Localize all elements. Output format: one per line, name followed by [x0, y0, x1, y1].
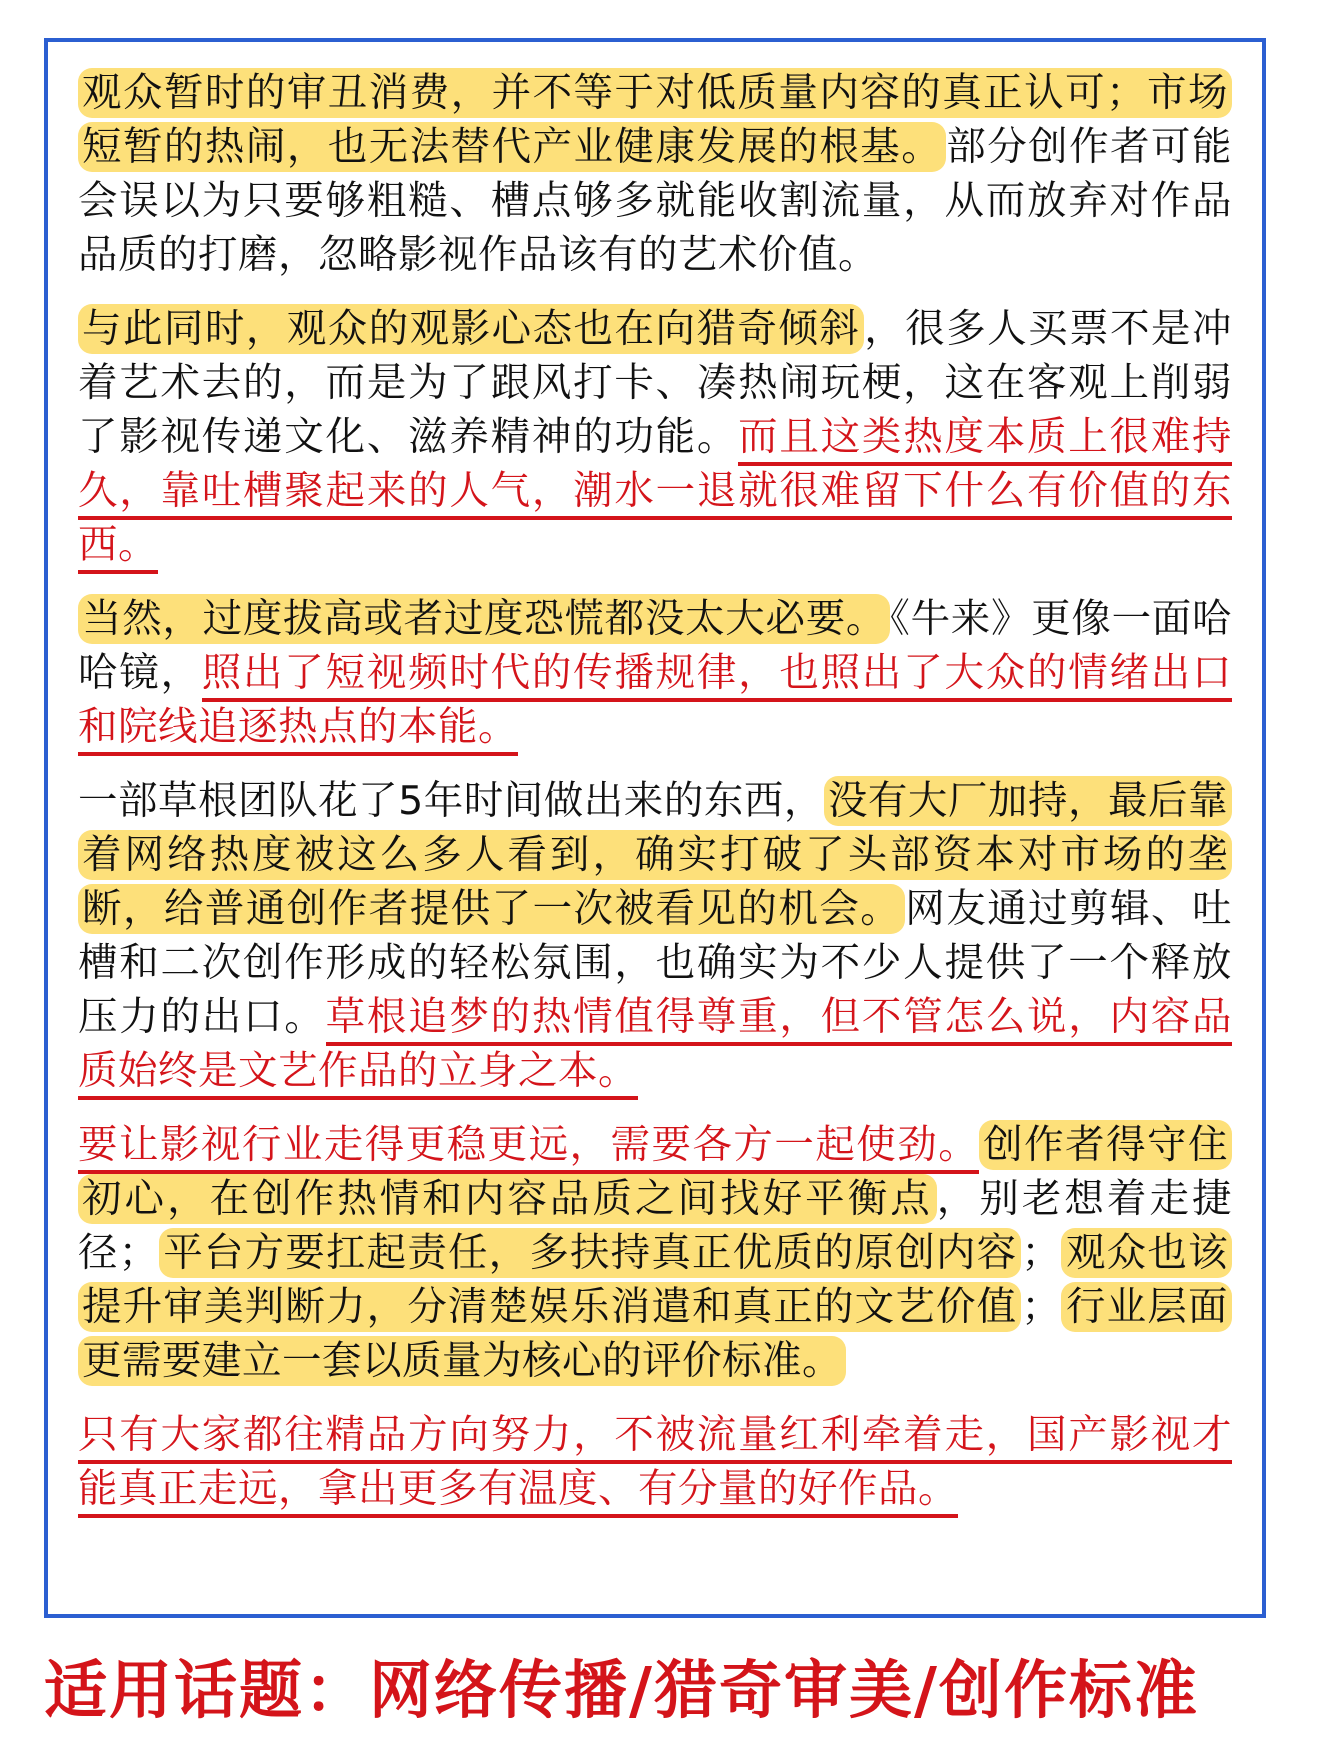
- red-underlined-text: 而且这类热度本质上很难持久，靠吐槽聚起来的人气，潮水一退就很难留下什么有价值的东西。: [78, 414, 1232, 574]
- body-text: ；: [1021, 1230, 1062, 1276]
- article-frame: [44, 38, 1266, 1618]
- highlighted-text: 没有大厂加持，最后靠着网络热度被这么多人看到，确实打破了头部资本对市场的垄断，给普通创作者提供了一次被看见的机会。: [78, 776, 1232, 934]
- body-text: 《牛来》更像一面哈哈镜，: [78, 596, 1233, 696]
- red-underlined-text: 要让影视行业走得更稳更远，需要各方一起使劲。: [78, 1122, 979, 1174]
- highlighted-text: 当然，过度拔高或者过度恐慌都没太大必要。: [78, 594, 890, 644]
- topic-label: 适用话题：网络传播/猎奇审美/创作标准: [44, 1654, 1200, 1727]
- paragraph-1: [78, 66, 1232, 282]
- paragraph-2: [78, 302, 1232, 572]
- highlighted-text: 观众也该提升审美判断力，分清楚娱乐消遣和真正的文艺价值: [78, 1228, 1232, 1332]
- paragraph-4: [78, 774, 1232, 1098]
- red-underlined-text: 照出了短视频时代的传播规律，也照出了大众的情绪出口和院线追逐热点的本能。: [78, 650, 1232, 756]
- body-text: ；: [1021, 1284, 1062, 1330]
- red-underlined-text: 只有大家都往精品方向努力，不被流量红利牵着走，国产影视才能真正走远，拿出更多有温度、有分量的好作品。: [78, 1412, 1232, 1518]
- highlighted-text: 观众暂时的审丑消费，并不等于对低质量内容的真正认可；市场短暂的热闹，也无法替代产业健康发展的根基。: [78, 68, 1232, 172]
- paragraph-6: [78, 1408, 1232, 1516]
- paragraph-3: [78, 592, 1232, 754]
- body-text: 网友通过剪辑、吐槽和二次创作形成的轻松氛围，也确实为不少人提供了一个释放压力的出口。: [78, 886, 1233, 1040]
- highlighted-text: 与此同时，观众的观影心态也在向猎奇倾斜: [78, 304, 864, 354]
- body-text: 一部草根团队花了5年时间做出来的东西，: [78, 778, 824, 824]
- body-text: 部分创作者可能会误以为只要够粗糙、槽点够多就能收割流量，从而放弃对作品品质的打磨，忽略影视作品该有的艺术价值。: [78, 124, 1233, 278]
- highlighted-text: 创作者得守住初心，在创作热情和内容品质之间找好平衡点: [78, 1120, 1232, 1224]
- highlighted-text: 行业层面更需要建立一套以质量为核心的评价标准。: [78, 1282, 1232, 1386]
- body-text: ，别老想着走捷径；: [78, 1176, 1233, 1276]
- body-text: ，很多人买票不是冲着艺术去的，而是为了跟风打卡、凑热闹玩梗，这在客观上削弱了影视传递文化、滋养精神的功能。: [78, 306, 1233, 460]
- paragraph-5: [78, 1118, 1232, 1388]
- highlighted-text: 平台方要扛起责任，多扶持真正优质的原创内容: [159, 1228, 1022, 1278]
- red-underlined-text: 草根追梦的热情值得尊重，但不管怎么说，内容品质始终是文艺作品的立身之本。: [78, 994, 1232, 1100]
